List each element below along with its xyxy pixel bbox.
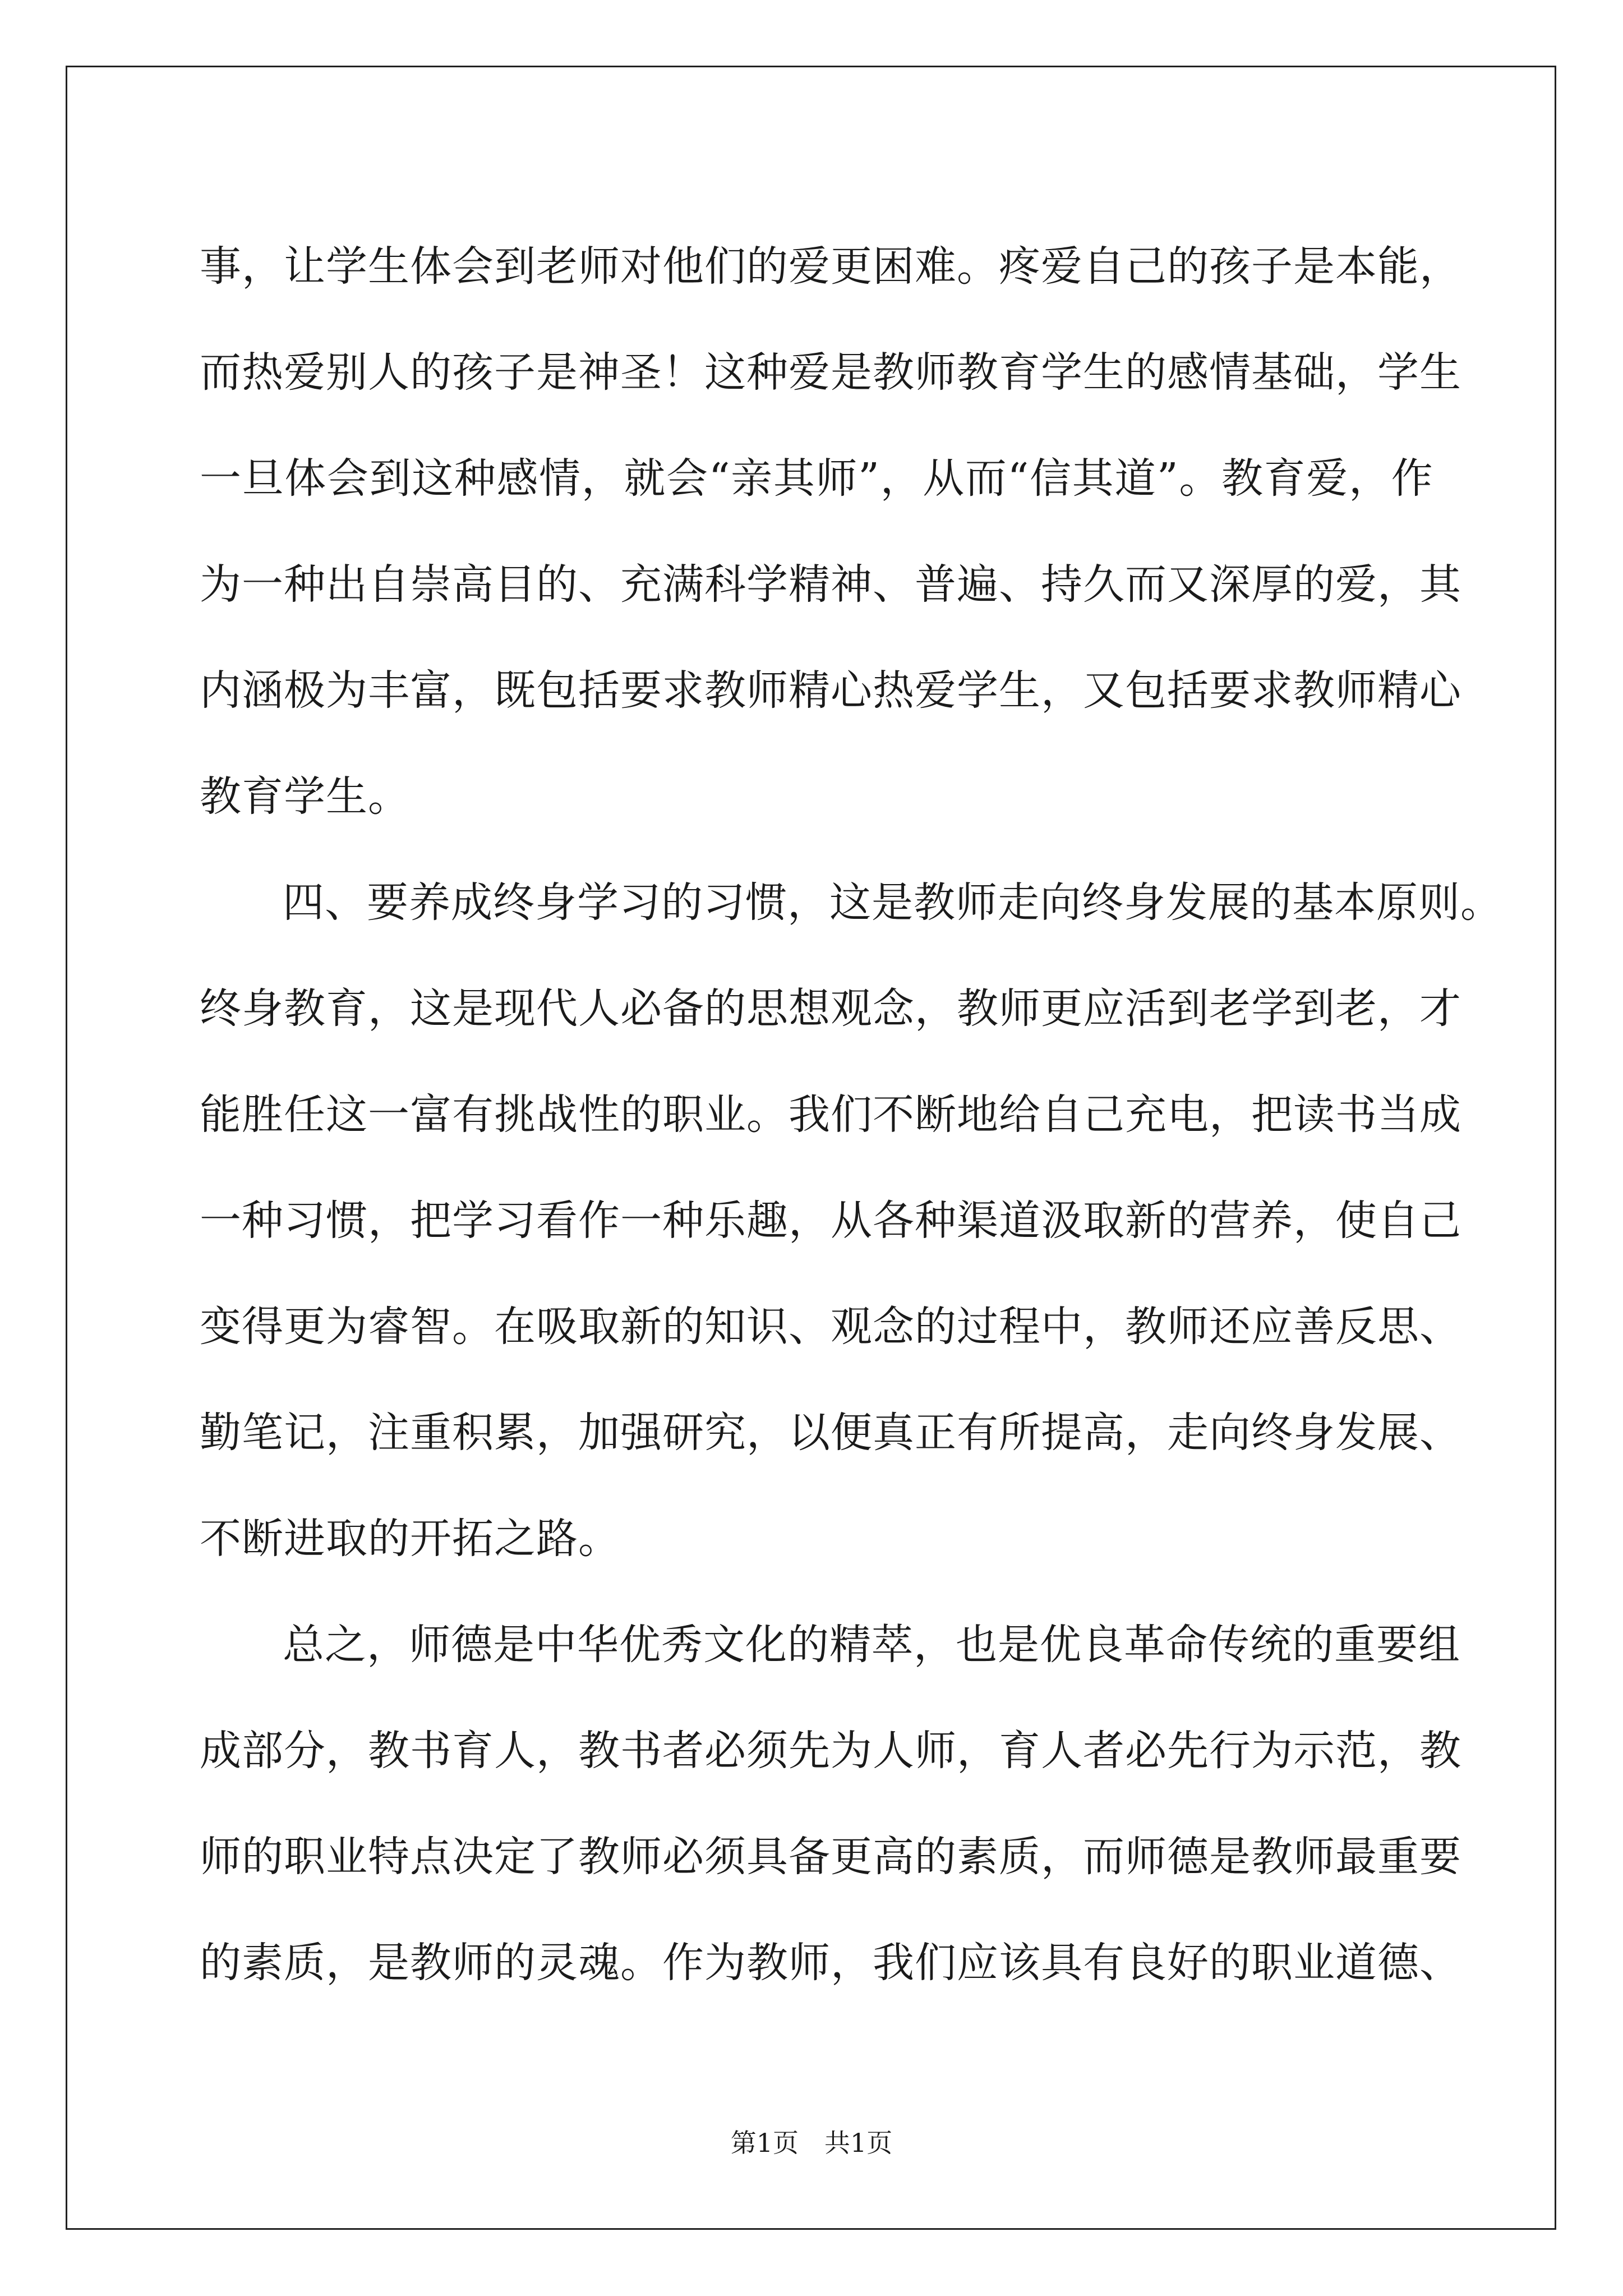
text-line: 的 素 质 ， 是 教 师 的 灵 魂 。 作 为 教 师 ， 我 们 应 该 具 有 良 好 的 职 业 道 德 、	[200, 1938, 1461, 1987]
paragraph-first-line: 总 之 ， 师 德 是 中 华 优 秀 文 化 的 精 萃 ， 也 是 优 良 革 命 传 统 的 重 要 组	[283, 1620, 1460, 1669]
page-number: 第1页 共1页	[730, 2128, 893, 2158]
text-line: 一 种 习 惯 ， 把 学 习 看 作 一 种 乐 趣 ， 从 各 种 渠 道 汲 取 新 的 营 养 ， 使 自 己	[200, 1196, 1461, 1245]
text-line: 能 胜 任 这 一 富 有 挑 战 性 的 职 业 。 我 们 不 断 地 给 自 己 充 电 ， 把 读 书 当 成	[200, 1090, 1461, 1139]
document-body	[200, 213, 1502, 2016]
text-line: 成 部 分 ， 教 书 育 人 ， 教 书 者 必 须 先 为 人 师 ， 育 人 者 必 先 行 为 示 范 ， 教	[200, 1726, 1461, 1775]
text-line: 教育学生。	[200, 772, 410, 821]
text-line: 事 ， 让 学 生 体 会 到 老 师 对 他 们 的 爱 更 困 难 。 疼 爱 自 己 的 孩 子 是 本 能 ，	[200, 242, 1461, 291]
text-line: 师 的 职 业 特 点 决 定 了 教 师 必 须 具 备 更 高 的 素 质 ， 而 师 德 是 教 师 最 重 要	[200, 1832, 1461, 1881]
text-line: 勤 笔 记 ， 注 重 积 累 ， 加 强 研 究 ， 以 便 真 正 有 所 提 高 ， 走 向 终 身 发 展 、	[200, 1408, 1461, 1457]
text-line: 一 旦 体 会 到 这 种 感 情 ， 就 会 “ 亲 其 师 ” ， 从 而 “ 信 其 道 ” 。 教 育 爱 ， 作	[200, 454, 1433, 503]
text-line: 不断进取的开拓之路。	[200, 1514, 620, 1563]
text-line: 变 得 更 为 睿 智 。 在 吸 取 新 的 知 识 、 观 念 的 过 程 中 ， 教 师 还 应 善 反 思 、	[200, 1302, 1461, 1351]
text-line: 而 热 爱 别 人 的 孩 子 是 神 圣 ！ 这 种 爱 是 教 师 教 育 学 生 的 感 情 基 础 ， 学 生	[200, 348, 1461, 397]
text-line: 内 涵 极 为 丰 富 ， 既 包 括 要 求 教 师 精 心 热 爱 学 生 ， 又 包 括 要 求 教 师 精 心	[200, 666, 1461, 715]
paragraph-first-line: 四 、 要 养 成 终 身 学 习 的 习 惯 ， 这 是 教 师 走 向 终 身 发 展 的 基 本 原 则 。	[283, 878, 1502, 927]
text-line: 终 身 教 育 ， 这 是 现 代 人 必 备 的 思 想 观 念 ， 教 师 更 应 活 到 老 学 到 老 ， 才	[200, 984, 1461, 1033]
text-line: 为 一 种 出 自 崇 高 目 的 、 充 满 科 学 精 神 、 普 遍 、 持 久 而 又 深 厚 的 爱 ， 其	[200, 560, 1461, 609]
